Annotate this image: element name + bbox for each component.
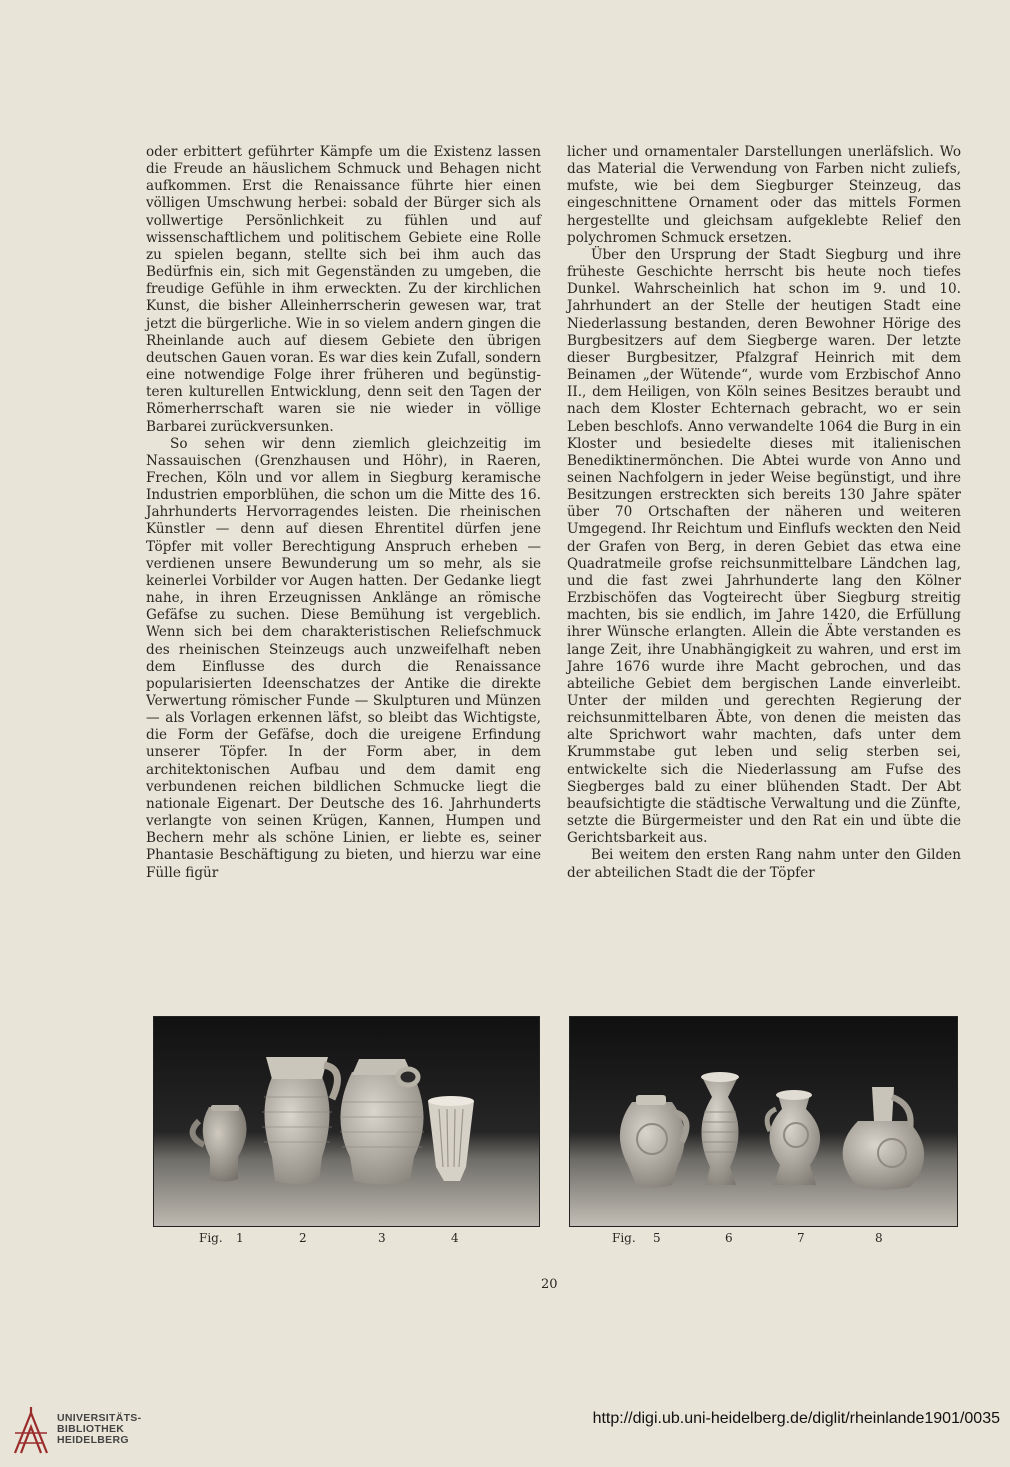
page-number: 20 <box>541 1277 558 1292</box>
caption-fig-label: Fig. <box>612 1231 636 1245</box>
paragraph: oder erbittert geführter Kämpfe um die Existenz lassen die Freude an häuslichem Schmuck und Behagen nicht aufkommen. Erst die Renaissance führte hier einen völligen Umschwung herbei: sobald der Bürger sich als vollwertige Persönlichkeit zu fühlen und auf wissenschaftlichem und politischem Gebiete eine Rolle zu spielen begann, stellte sich bei ihm auch das Bedürfnis ein, sich mit Gegenständen zu umgeben, die freudige Gefühle in ihm erweckten. Zu der kirchlichen Kunst, die bisher Alleinherrscherin gewesen war, trat jetzt die bürgerliche. Wie in so vielem andern gingen die Rheinlande auch auf diesem Gebiete den übrigen deutschen Gauen voran. Es war dies kein Zufall, sondern eine notwendige Folge ihrer früheren und begünstigteren kulturellen Entwicklung, denn seit den Tagen der Römerherrschaft waren sie nie wieder in völlige Barbarei zurückversunken. <box>146 144 541 435</box>
photo-vessels-fig-1-4 <box>153 1016 540 1227</box>
paragraph: Über den Ursprung der Stadt Siegburg und ihre früheste Geschichte herrscht bis heute noch tiefes Dunkel. Wahrscheinlich hat schon im 9. und 10. Jahrhundert an der Stelle der heutigen Stadt eine Niederlassung bestanden, deren Bewohner Hörige des Burgbesitzers auf dem Siegberge waren. Der letzte dieser Burgbesitzer, Pfalzgraf Heinrich mit dem Beinamen „der Wütende“, wurde vom Erzbischof Anno II., dem Heiligen, von Köln seines Besitzes beraubt und nach dem Kloster Echternach gebracht, wo er sein Leben beschlofs. Anno verwandelte 1064 die Burg in ein Kloster und besiedelte dieses mit italienischen Benediktinermönchen. Die Abtei wurde von Anno und seinen Nachfolgern in jeder Weise begünstigt, und ihre Besitzungen erstreckten sich bereits 130 Jahre später über 70 Ortschaften der näheren und weiteren Umgegend. Ihr Reichtum und Einflufs weckten den Neid der Grafen von Berg, in deren Gebiet das etwa eine Quadratmeile grofse reichsunmittelbare Ländchen lag, und die fast zwei Jahrhunderte lang den Kölner Erzbischöfen das Vogteirecht über Siegburg streitig machten, bis sie endlich, im Jahre 1420, die Erfüllung ihrer Wünsche erlangten. Allein die Äbte verstanden es lange Zeit, ihre Unabhängigkeit zu wahren, und erst im Jahre 1676 wurde ihre Macht gebrochen, und das abteiliche Gebiet dem bergischen Lande einverleibt. Unter der milden und gerechten Regierung der reichsunmittelbaren Äbte, von denen die meisten das alte Sprichwort wahr machten, dafs unter dem Krummstabe gut leben und selig sterben sei, entwickelte sich die Niederlassung am Fufse des Siegberges bald zu einer blühenden Stadt. Der Abt beaufsichtigte die städtische Verwaltung und die Zünfte, setzte die Bürgermeister und den Rat ein und übte die Gerichtsbarkeit aus. <box>567 246 961 847</box>
caption-number: 1 <box>236 1231 244 1245</box>
caption-number: 4 <box>451 1231 459 1245</box>
caption-number: 6 <box>725 1231 733 1245</box>
caption-number: 3 <box>378 1231 386 1245</box>
caption-number: 8 <box>875 1231 883 1245</box>
caption-number: 7 <box>797 1231 805 1245</box>
right-text-column <box>567 144 961 882</box>
photo-vessels-fig-5-8 <box>569 1016 958 1227</box>
library-name: UNIVERSITÄTS- BIBLIOTHEK HEIDELBERG <box>57 1412 142 1446</box>
source-url-link[interactable]: http://digi.ub.uni-heidelberg.de/diglit/rheinlande1901/0035 <box>592 1410 1000 1427</box>
caption-number: 5 <box>653 1231 661 1245</box>
paragraph: So sehen wir denn ziemlich gleichzeitig im Nassauischen (Grenzhausen und Höhr), in Raeren, Frechen, Köln und vor allem in Siegburg keramische Industrien emporblühen, die schon um die Mitte des 16. Jahrhunderts Hervorragendes leisten. Die rheinischen Künstler — denn auf diesen Ehrentitel dürfen jene Töpfer mit voller Berechtigung Anspruch erheben — verdienen unsere Bewunderung um so mehr, als sie keinerlei Vorbilder vor Augen hatten. Der Gedanke liegt nahe, in ihren Erzeugnissen Anklänge an römische Gefäfse zu suchen. Diese Bemühung ist vergeblich. Wenn sich bei dem charakteristischen Reliefschmuck des rheinischen Steinzeugs auch unzweifelhaft neben dem Einflusse des durch die Renaissance popularisierten Ideenschatzes der Antike die direkte Verwertung römischer Funde — Skulpturen und Münzen — als Vorlagen erkennen läfst, so bleibt das Wichtigste, die Form der Gefäfse, doch die ureigene Erfindung unserer Töpfer. In der Form aber, in dem architektonischen Aufbau und dem damit eng verbundenen reichen bildlichen Schmucke liegt die nationale Eigenart. Der Deutsche des 16. Jahrhunderts verlangte von seinen Krügen, Kannen, Humpen und Bechern mehr als schöne Linien, er liebte es, seiner Phantasie Beschäftigung zu bieten, und hierzu war eine Fülle figür <box>146 435 541 881</box>
caption-fig-label: Fig. <box>199 1231 223 1245</box>
paragraph: Bei weitem den ersten Rang nahm unter den Gilden der abteilichen Stadt die der Töpfer <box>567 847 961 881</box>
left-text-column <box>146 144 541 882</box>
caption-number: 2 <box>299 1231 307 1245</box>
paragraph: licher und ornamentaler Darstellungen unerläfslich. Wo das Material die Verwendung von Farben nicht zuliefs, mufste, wie bei dem Siegburger Steinzeug, das eingeschnittene Ornament oder das mittels Formen hergestellte und gleichsam aufgeklebte Relief den polychromen Schmuck ersetzen. <box>567 144 961 246</box>
library-logo-icon <box>11 1403 51 1457</box>
vessel-fig-3 <box>340 1059 424 1185</box>
